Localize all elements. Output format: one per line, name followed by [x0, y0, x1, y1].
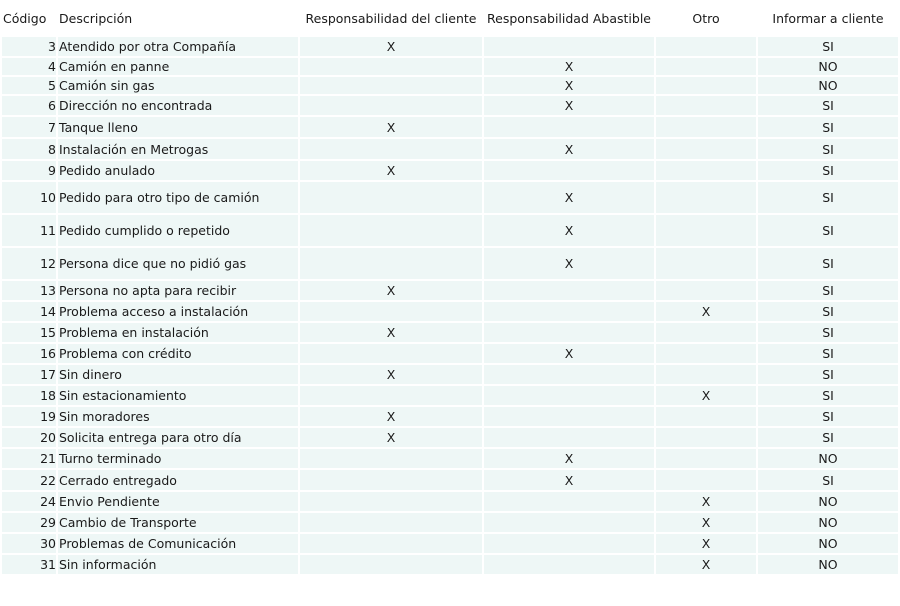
code-cell: 29 [2, 513, 56, 532]
supplier-cell [484, 513, 654, 532]
table-row [2, 407, 898, 426]
description-cell: Sin información [58, 555, 298, 574]
description-cell: Atendido por otra Compañía [58, 37, 298, 56]
code-cell: 31 [2, 555, 56, 574]
table-row [2, 449, 898, 468]
supplier-cell [484, 428, 654, 447]
table-row [2, 96, 898, 115]
code-cell: 8 [2, 139, 56, 159]
inform-cell: SI [758, 281, 898, 300]
client-cell [300, 449, 482, 468]
code-cell: 22 [2, 470, 56, 490]
other-cell [656, 323, 756, 342]
other-cell [656, 58, 756, 75]
other-cell: X [656, 302, 756, 321]
other-cell: X [656, 555, 756, 574]
client-cell [300, 470, 482, 490]
client-cell [300, 182, 482, 213]
inform-cell: NO [758, 555, 898, 574]
supplier-cell: X [484, 449, 654, 468]
code-cell: 15 [2, 323, 56, 342]
inform-cell: SI [758, 428, 898, 447]
supplier-cell [484, 407, 654, 426]
inform-cell: SI [758, 96, 898, 115]
supplier-cell [484, 161, 654, 180]
other-cell [656, 117, 756, 137]
supplier-cell: X [484, 96, 654, 115]
client-cell [300, 513, 482, 532]
description-cell: Envio Pendiente [58, 492, 298, 511]
description-cell: Instalación en Metrogas [58, 139, 298, 159]
client-cell [300, 58, 482, 75]
other-cell [656, 37, 756, 56]
supplier-cell [484, 365, 654, 384]
other-cell [656, 77, 756, 94]
code-cell: 19 [2, 407, 56, 426]
inform-cell: SI [758, 323, 898, 342]
description-cell: Sin estacionamiento [58, 386, 298, 405]
other-cell [656, 281, 756, 300]
client-cell [300, 386, 482, 405]
code-cell: 10 [2, 182, 56, 213]
client-cell: X [300, 161, 482, 180]
other-cell: X [656, 386, 756, 405]
code-cell: 6 [2, 96, 56, 115]
code-cell: 20 [2, 428, 56, 447]
client-cell [300, 77, 482, 94]
header-row [2, 2, 898, 35]
client-cell [300, 534, 482, 553]
inform-cell: NO [758, 534, 898, 553]
table-row [2, 534, 898, 553]
description-cell: Persona no apta para recibir [58, 281, 298, 300]
code-cell: 18 [2, 386, 56, 405]
supplier-cell [484, 323, 654, 342]
other-cell [656, 96, 756, 115]
other-cell [656, 161, 756, 180]
inform-cell: NO [758, 513, 898, 532]
code-cell: 21 [2, 449, 56, 468]
table-row [2, 77, 898, 94]
table-row [2, 182, 898, 213]
client-cell [300, 302, 482, 321]
supplier-cell [484, 37, 654, 56]
table-row [2, 215, 898, 246]
description-cell: Persona dice que no pidió gas [58, 248, 298, 279]
description-cell: Camión en panne [58, 58, 298, 75]
code-cell: 7 [2, 117, 56, 137]
inform-cell: SI [758, 386, 898, 405]
inform-cell: SI [758, 37, 898, 56]
other-cell [656, 344, 756, 363]
inform-cell: SI [758, 302, 898, 321]
client-cell: X [300, 365, 482, 384]
other-cell [656, 407, 756, 426]
other-cell: X [656, 534, 756, 553]
inform-cell: SI [758, 344, 898, 363]
table-row [2, 248, 898, 279]
other-cell [656, 428, 756, 447]
inform-cell: NO [758, 449, 898, 468]
supplier-cell: X [484, 139, 654, 159]
table-row [2, 470, 898, 490]
table-row [2, 302, 898, 321]
inform-cell: SI [758, 161, 898, 180]
description-cell: Sin dinero [58, 365, 298, 384]
table-row [2, 139, 898, 159]
description-cell: Problemas de Comunicación [58, 534, 298, 553]
table-row [2, 37, 898, 56]
description-cell: Problema acceso a instalación [58, 302, 298, 321]
inform-cell: SI [758, 117, 898, 137]
header-inform-client: Informar a cliente [758, 2, 898, 35]
description-cell: Cerrado entregado [58, 470, 298, 490]
description-cell: Cambio de Transporte [58, 513, 298, 532]
description-cell: Tanque lleno [58, 117, 298, 137]
description-cell: Pedido anulado [58, 161, 298, 180]
description-cell: Turno terminado [58, 449, 298, 468]
client-cell: X [300, 281, 482, 300]
code-cell: 5 [2, 77, 56, 94]
supplier-cell: X [484, 344, 654, 363]
client-cell: X [300, 407, 482, 426]
header-code: Código [2, 2, 56, 35]
supplier-cell: X [484, 58, 654, 75]
table-row [2, 344, 898, 363]
code-cell: 4 [2, 58, 56, 75]
client-cell [300, 555, 482, 574]
code-cell: 12 [2, 248, 56, 279]
description-cell: Camión sin gas [58, 77, 298, 94]
supplier-cell: X [484, 215, 654, 246]
code-cell: 3 [2, 37, 56, 56]
other-cell [656, 365, 756, 384]
supplier-cell [484, 281, 654, 300]
client-cell: X [300, 428, 482, 447]
code-cell: 16 [2, 344, 56, 363]
client-cell [300, 248, 482, 279]
inform-cell: NO [758, 58, 898, 75]
description-cell: Solicita entrega para otro día [58, 428, 298, 447]
supplier-cell [484, 492, 654, 511]
inform-cell: NO [758, 77, 898, 94]
code-cell: 13 [2, 281, 56, 300]
inform-cell: NO [758, 492, 898, 511]
inform-cell: SI [758, 215, 898, 246]
table-row [2, 161, 898, 180]
other-cell [656, 182, 756, 213]
other-cell [656, 139, 756, 159]
header-supplier-responsibility: Responsabilidad Abastible [484, 2, 654, 35]
description-cell: Pedido para otro tipo de camión [58, 182, 298, 213]
supplier-cell [484, 302, 654, 321]
supplier-cell [484, 117, 654, 137]
description-cell: Problema con crédito [58, 344, 298, 363]
supplier-cell: X [484, 470, 654, 490]
inform-cell: SI [758, 365, 898, 384]
other-cell [656, 470, 756, 490]
table-row [2, 492, 898, 511]
client-cell [300, 96, 482, 115]
client-cell [300, 344, 482, 363]
client-cell: X [300, 37, 482, 56]
code-cell: 11 [2, 215, 56, 246]
supplier-cell: X [484, 182, 654, 213]
description-cell: Problema en instalación [58, 323, 298, 342]
other-cell: X [656, 492, 756, 511]
table-row [2, 323, 898, 342]
header-description: Descripción [58, 2, 298, 35]
table-row [2, 117, 898, 137]
supplier-cell: X [484, 248, 654, 279]
table-row [2, 58, 898, 75]
inform-cell: SI [758, 182, 898, 213]
table-row [2, 428, 898, 447]
code-cell: 17 [2, 365, 56, 384]
other-cell [656, 248, 756, 279]
table-row [2, 513, 898, 532]
header-other: Otro [656, 2, 756, 35]
supplier-cell [484, 534, 654, 553]
other-cell: X [656, 513, 756, 532]
table-row [2, 555, 898, 574]
supplier-cell: X [484, 77, 654, 94]
code-cell: 30 [2, 534, 56, 553]
header-client-responsibility: Responsabilidad del cliente [300, 2, 482, 35]
description-cell: Sin moradores [58, 407, 298, 426]
supplier-cell [484, 555, 654, 574]
client-cell [300, 492, 482, 511]
client-cell: X [300, 323, 482, 342]
table-row [2, 386, 898, 405]
inform-cell: SI [758, 470, 898, 490]
table-row [2, 281, 898, 300]
inform-cell: SI [758, 139, 898, 159]
other-cell [656, 215, 756, 246]
inform-cell: SI [758, 248, 898, 279]
client-cell [300, 215, 482, 246]
client-cell: X [300, 117, 482, 137]
client-cell [300, 139, 482, 159]
code-cell: 14 [2, 302, 56, 321]
inform-cell: SI [758, 407, 898, 426]
other-cell [656, 449, 756, 468]
code-cell: 9 [2, 161, 56, 180]
code-cell: 24 [2, 492, 56, 511]
description-cell: Pedido cumplido o repetido [58, 215, 298, 246]
table-row [2, 365, 898, 384]
description-cell: Dirección no encontrada [58, 96, 298, 115]
supplier-cell [484, 386, 654, 405]
